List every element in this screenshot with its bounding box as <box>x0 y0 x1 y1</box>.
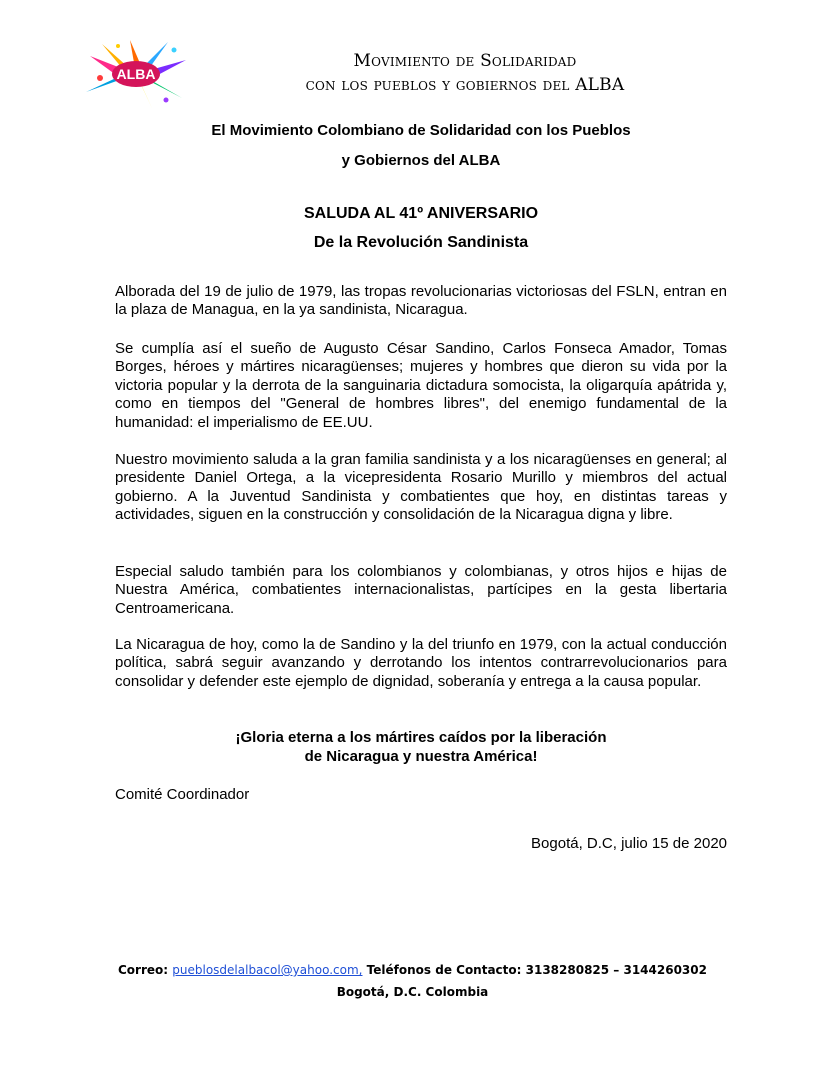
footer-email-label: Correo: <box>118 963 169 977</box>
paragraph-2: Se cumplía así el sueño de Augusto César Sandino, Carlos Fonseca Amador, Tomas Borges, héroes y mártires nicaragüenses; mujeres y hombres que dieron su vida por la victoria popular y la derrota de la sanguinaria dictadura somocista, la oligarquía apátrida y, como en tiempos del "General de hombres libres", del enemigo fundamental de la humanidad: el imperialismo de EE.UU. <box>115 340 727 431</box>
place-date: Bogotá, D.C, julio 15 de 2020 <box>531 835 727 852</box>
subtitle-line2: y Gobiernos del ALBA <box>341 152 501 169</box>
closing-line2: de Nicaragua y nuestra América! <box>304 748 538 765</box>
org-heading-line2: con los pueblos y gobiernos del ALBA <box>305 75 625 95</box>
paragraph-3: Nuestro movimiento saluda a la gran familia sandinista y a los nicaragüenses en general; al presidente Daniel Ortega, a la vicepresidenta Rosario Murillo y miembros del actual gobierno. A la Juventud Sandinista y combatientes que hoy, en distintas tareas y actividades, siguen en la construcción y consolidación de la Nicaragua digna y libre. <box>115 451 727 524</box>
footer-city: Bogotá, D.C. Colombia <box>336 985 489 999</box>
paragraph-5: La Nicaragua de hoy, como la de Sandino y la del triunfo en 1979, con la actual conducción política, sabrá seguir avanzando y derrotando los intentos contrarrevolucionarios para consolidar y defender este ejemplo de dignidad, soberanía y entrega a la causa popular. <box>115 636 727 690</box>
org-heading-line1: Movimiento de Solidaridad <box>353 51 577 71</box>
signature: Comité Coordinador <box>115 786 250 803</box>
subtitle-line1: El Movimiento Colombiano de Solidaridad con los Pueblos <box>211 122 631 139</box>
logo-text: ALBA <box>116 66 156 82</box>
footer-phones: Teléfonos de Contacto: 3138280825 – 3144260302 <box>366 963 707 977</box>
closing-line1: ¡Gloria eterna a los mártires caídos por la liberación <box>235 729 607 746</box>
paragraph-1: Alborada del 19 de julio de 1979, las tropas revolucionarias victoriosas del FSLN, entran en la plaza de Managua, en la ya sandinista, Nicaragua. <box>115 283 727 319</box>
paragraph-4: Especial saludo también para los colombianos y colombianas, y otros hijos e hijas de Nuestra América, combatientes internacionalistas, partícipes en la gesta libertaria Centroamericana. <box>115 563 727 617</box>
title-line1: SALUDA AL 41º ANIVERSARIO <box>303 205 539 222</box>
title-line2: De la Revolución Sandinista <box>313 234 529 251</box>
footer-email-link[interactable]: pueblosdelalbacol@yahoo.com, <box>172 963 363 977</box>
footer-contact <box>60 963 765 977</box>
alba-logo <box>82 38 190 110</box>
